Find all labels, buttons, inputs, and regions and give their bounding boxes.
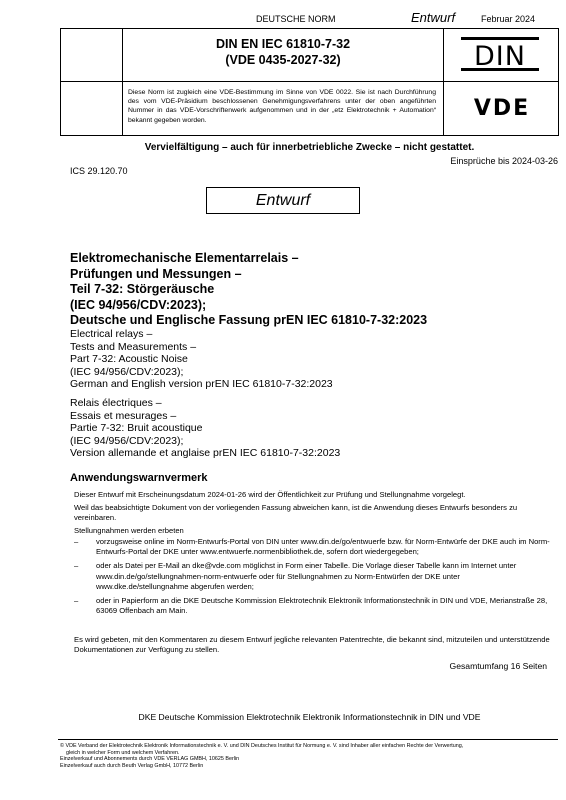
title-en-line: (IEC 94/956/CDV:2023); [70, 365, 184, 378]
draft-label: Entwurf [411, 10, 456, 25]
ics-code: ICS 29.120.70 [70, 166, 128, 176]
list-dash: – [74, 596, 79, 606]
frame-divider-right [443, 28, 444, 136]
din-logo [461, 37, 539, 71]
copyright-line: gleich in welcher Form und welchem Verfahren. [66, 749, 180, 756]
copyright-line: Einzelverkauf auch durch Beuth Verlag GmbH, 10772 Berlin [60, 762, 204, 769]
standard-number-block [123, 36, 443, 68]
warning-heading: Anwendungswarnvermerk [70, 472, 208, 484]
title-en-line: Part 7-32: Acoustic Noise [70, 353, 188, 366]
objections-deadline: Einsprüche bis 2024-03-26 [450, 156, 558, 166]
title-german [70, 251, 550, 329]
standard-number: DIN EN IEC 61810-7-32 [215, 37, 351, 51]
total-pages: Gesamtumfang 16 Seiten [449, 661, 547, 671]
reproduction-notice: Vervielfältigung – auch für innerbetriebliche Zwecke – nicht gestattet. [144, 142, 475, 153]
list-item-text: oder als Datei per E-Mail an dke@vde.com möglichst in Form einer Tabelle. Die Vorlage dieser Tabelle kann im Internet unter www.din.de/go/stellungnahmen-norm-entwuerfe oder für Stellungnahmen zu Norm-Entwürfen der DKE unter www.dke.de/stellungnahme abgerufen werden; [96, 561, 517, 591]
title-en-line: German and English version prEN IEC 61810-7-32:2023 [70, 378, 333, 391]
copyright-line: © VDE Verband der Elektrotechnik Elektronik Informationstechnik e. V. und DIN Deutsches Institut für Normung e. V. sind Inhaber aller einfachen Rechte der Verwertung, [60, 743, 464, 749]
warning-paragraph: Stellungnahmen werden erbeten [74, 526, 184, 535]
title-english [70, 328, 550, 391]
frame-divider-horizontal [60, 81, 559, 82]
publication-date: Februar 2024 [481, 14, 536, 24]
title-fr-line: Version allemande et anglaise prEN IEC 61810-7-32:2023 [70, 447, 341, 460]
list-item [74, 561, 552, 592]
title-en-line: Electrical relays – [70, 328, 153, 340]
title-de-line: Deutsche und Englische Fassung prEN IEC 61810-7-32:2023 [70, 313, 428, 328]
vde-logo [452, 96, 552, 118]
title-de-line: Prüfungen und Messungen – [70, 266, 242, 281]
footer-divider [58, 739, 558, 740]
title-fr-line: Relais électriques – [70, 397, 162, 409]
list-item [74, 596, 552, 616]
title-fr-line: (IEC 94/956/CDV:2023); [70, 434, 184, 447]
title-en-line: Tests and Measurements – [70, 340, 197, 353]
list-item-text: vorzugsweise online im Norm-Entwurfs-Portal von DIN unter www.din.de/go/entwuerfe bzw. für Norm-Entwürfe der DKE auch im Norm-Entwurfs-Portal der DKE unter www.entwuerfe.normenbibliothek.de, sofern dort wiedergegeben; [96, 537, 550, 557]
draft-box: Entwurf [206, 187, 360, 214]
vde-notice: Diese Norm ist zugleich eine VDE-Bestimmung im Sinne von VDE 0022. Sie ist nach Durchführung des vom VDE-Präsidium beschlossenen Genehmigungsverfahrens unter der oben angeführten Nummer in das VDE-Vorschriftenwerk aufgenommen und in der „etz Elektrotechnik + Automation“ bekannt gegeben worden. [128, 89, 436, 124]
vde-number: (VDE 0435-2027-32) [225, 53, 341, 67]
warning-paragraph: Dieser Entwurf mit Erscheinungsdatum 2024-01-26 wird der Öffentlichkeit zur Prüfung und Stellungnahme vorgelegt. [74, 490, 466, 499]
list-item-text: oder in Papierform an die DKE Deutsche Kommission Elektrotechnik Elektronik Informationstechnik in DIN und VDE, Merianstraße 28, 63069 Offenbach am Main. [96, 596, 548, 616]
list-item [74, 537, 552, 557]
title-fr-line: Essais et mesurages – [70, 409, 177, 422]
copyright-notice [60, 743, 560, 769]
svg-text:DIN: DIN [474, 41, 526, 71]
title-de-line: (IEC 94/956/CDV:2023); [70, 297, 207, 312]
patent-notice: Es wird gebeten, mit den Kommentaren zu diesem Entwurf jegliche relevanten Patentrechte, die bekannt sind, mitzuteilen und unterstützende Dokumentationen zur Verfügung zu stellen. [74, 635, 550, 655]
comment-channels-list [74, 537, 552, 620]
list-dash: – [74, 537, 79, 546]
svg-text:VDE: VDE [473, 96, 531, 118]
title-fr-line: Partie 7-32: Bruit acoustique [70, 422, 203, 435]
title-french [70, 397, 550, 460]
copyright-line: Einzelverkauf und Abonnements durch VDE VERLAG GMBH, 10625 Berlin [60, 756, 240, 763]
list-dash: – [74, 561, 79, 571]
title-de-line: Teil 7-32: Störgeräusche [70, 282, 215, 297]
footer-organisation: DKE Deutsche Kommission Elektrotechnik Elektronik Informationstechnik in DIN und VDE [138, 712, 481, 722]
standard-type-label: DEUTSCHE NORM [256, 14, 336, 24]
warning-paragraph: Weil das beabsichtigte Dokument von der vorliegenden Fassung abweichen kann, ist die Anwendung dieses Entwurfs besonders zu vereinbaren. [74, 503, 518, 523]
title-de-line: Elektromechanische Elementarrelais – [70, 251, 299, 265]
